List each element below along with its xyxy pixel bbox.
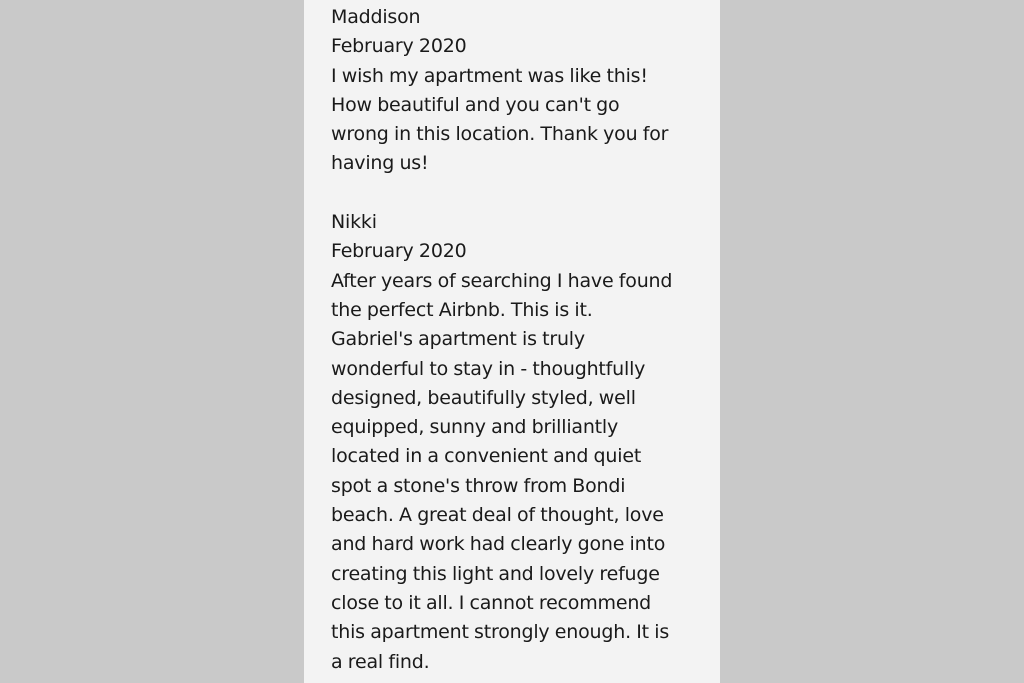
review-text-line: I wish my apartment was like this! xyxy=(331,64,648,87)
review-text-line: this apartment strongly enough. It is xyxy=(331,621,670,644)
review-text-line: wrong in this location. Thank you for xyxy=(331,123,669,146)
review-text-line: having us! xyxy=(331,152,429,175)
review-text-line: How beautiful and you can't go xyxy=(331,93,620,116)
review-text-line: After years of searching I have found xyxy=(331,269,673,292)
review-text-line: Gabriel's apartment is truly xyxy=(331,328,585,351)
review-text-line: close to it all. I cannot recommend xyxy=(331,591,652,614)
review-text-line: located in a convenient and quiet xyxy=(331,445,642,468)
review-note xyxy=(331,3,716,677)
review-text-line: creating this light and lovely refuge xyxy=(331,562,660,585)
review-author: Maddison xyxy=(331,6,421,28)
notes-screen xyxy=(304,0,720,683)
review-text-line: equipped, sunny and brilliantly xyxy=(331,416,619,439)
review-text-line: wonderful to stay in - thoughtfully xyxy=(331,357,646,380)
review-author: Nikki xyxy=(331,211,377,234)
review-text-line: beach. A great deal of thought, love xyxy=(331,504,664,527)
review-nikki xyxy=(331,208,716,677)
review-maddison xyxy=(331,3,716,179)
review-text-line: spot a stone's throw from Bondi xyxy=(331,474,626,497)
review-date: February 2020 xyxy=(331,35,467,58)
review-date: February 2020 xyxy=(331,240,467,263)
review-text-line: the perfect Airbnb. This is it. xyxy=(331,298,593,321)
review-text-line: and hard work had clearly gone into xyxy=(331,533,666,556)
review-text-line: designed, beautifully styled, well xyxy=(331,386,636,409)
review-text-line: a real find. xyxy=(331,650,430,673)
